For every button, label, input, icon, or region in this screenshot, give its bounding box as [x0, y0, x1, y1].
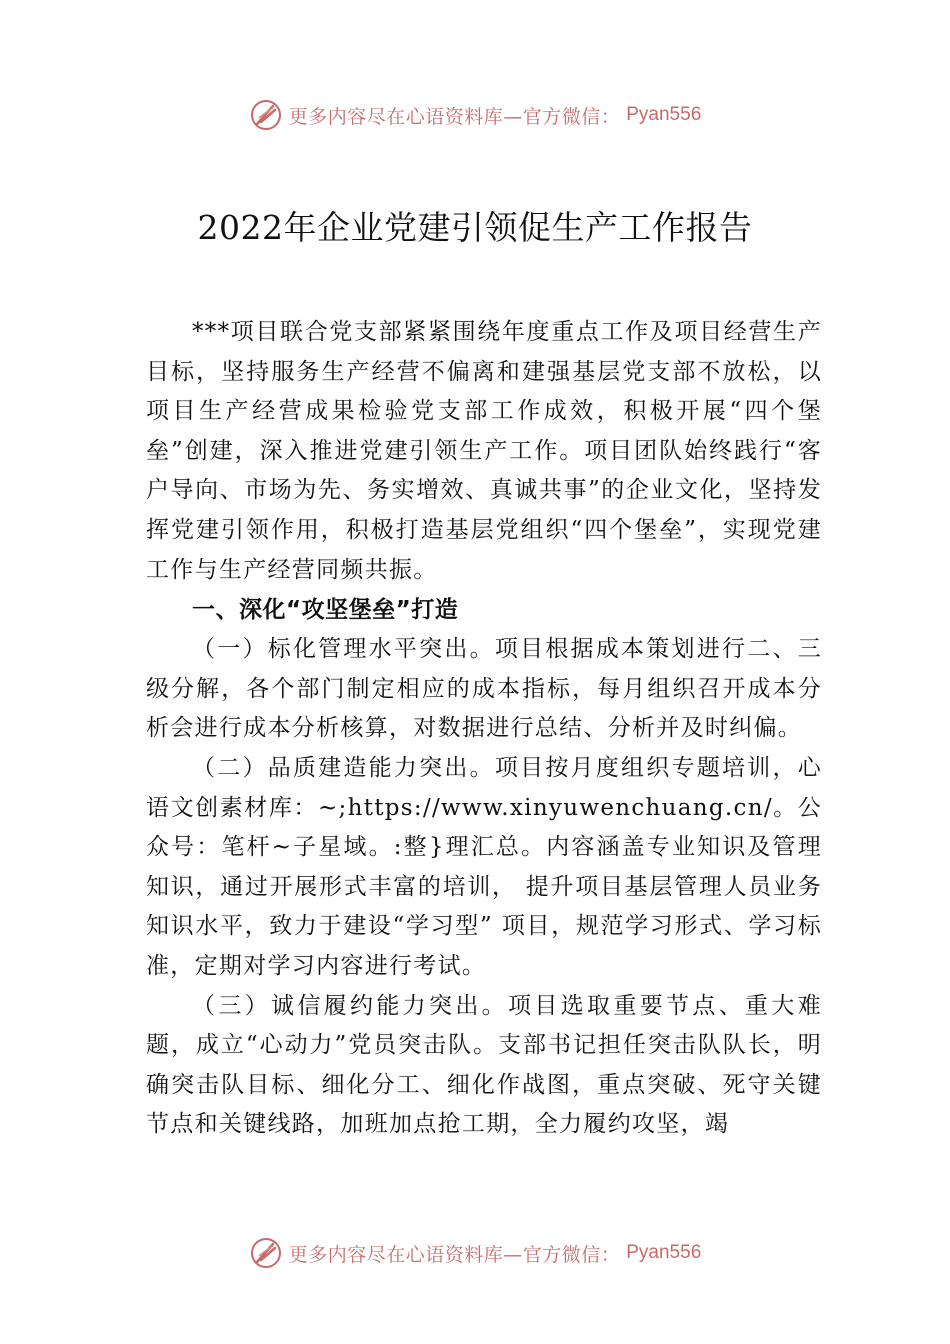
- intro-paragraph: ***项目联合党支部紧紧围绕年度重点工作及项目经营生产目标，坚持服务生产经营不偏离和建强基层党支部不放松，以项目生产经营成果检验党支部工作成效，积极开展“四个堡垒”创建，深入推进党建引领生产工作。项目团队始终践行“客户导向、市场为先、务实增效、真诚共事”的企业文化，坚持发挥党建引领作用，积极打造基层党组织“四个堡垒”，实现党建工作与生产经营同频共振。: [146, 319, 822, 583]
- watermark-wechat-id: Pyan556: [626, 1242, 702, 1263]
- document-body: [146, 313, 822, 1145]
- section-heading: 一、深化“攻坚堡垒”打造: [192, 597, 459, 624]
- paragraph-3: （三）诚信履约能力突出。项目选取重要节点、重大难题，成立“心动力”党员突击队。支部书记担任突击队队长，明确突击队目标、细化分工、细化作战图，重点突破、死守关键节点和关键线路，加班加点抢工期，全力履约攻坚，竭: [146, 992, 822, 1138]
- watermark-text: 更多内容尽在心语资料库—官方微信：: [288, 1243, 621, 1266]
- watermark-footer: [0, 1233, 950, 1273]
- quill-logo-icon: [249, 98, 283, 132]
- watermark-text: 更多内容尽在心语资料库—官方微信：: [288, 105, 621, 128]
- watermark-wechat-id: Pyan556: [626, 104, 702, 125]
- document-title: 2022年企业党建引领促生产工作报告: [197, 208, 753, 247]
- quill-logo-icon: [249, 1236, 283, 1270]
- watermark-header: [0, 95, 950, 135]
- paragraph-1: （一）标化管理水平突出。项目根据成本策划进行二、三级分解，各个部门制定相应的成本指标，每月组织召开成本分析会进行成本分析核算，对数据进行总结、分析并及时纠偏。: [146, 636, 822, 742]
- paragraph-2: （二）品质建造能力突出。项目按月度组织专题培训，心语文创素材库：~;https://www.xinyuwenchuang.cn/。公众号：笔杆~子星域。:整}理汇总。内容涵盖专业知识及管理知识，通过开展形式丰富的培训， 提升项目基层管理人员业务知识水平，致力于建设“学习型” 项目，规范学习形式、学习标准，定期对学习内容进行考试。: [146, 754, 822, 979]
